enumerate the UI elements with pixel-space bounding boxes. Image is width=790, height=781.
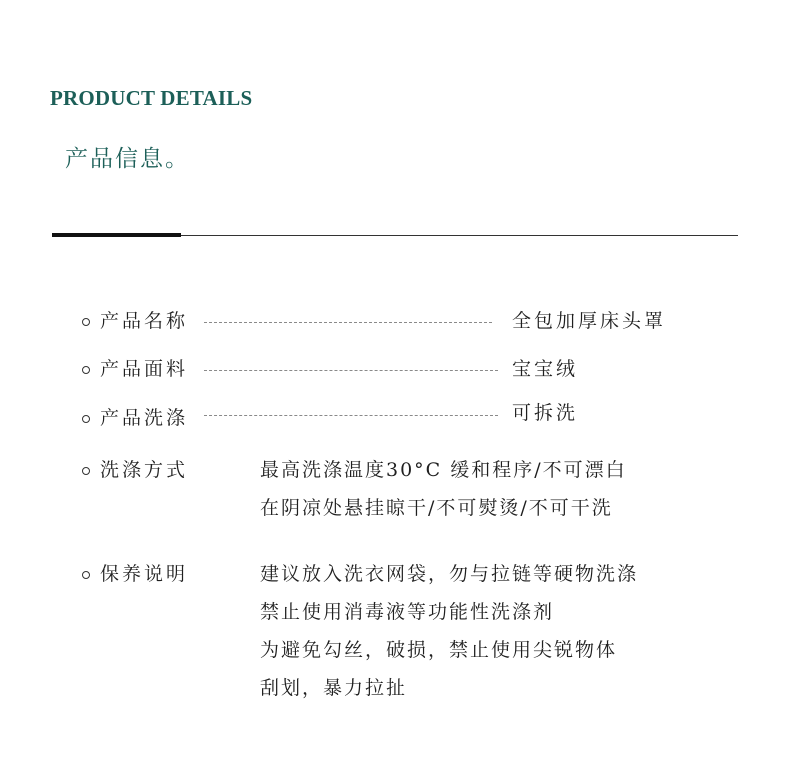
bullet-icon <box>82 366 90 374</box>
page-title-en: PRODUCT DETAILS <box>50 86 253 110</box>
care-line: 在阴凉处悬挂晾干/不可熨烫/不可干洗 <box>260 497 613 519</box>
spec-label: 产品洗涤 <box>100 407 189 429</box>
spec-value: 宝宝绒 <box>512 358 579 380</box>
bullet-icon <box>82 318 90 326</box>
page-title-zh: 产品信息。 <box>65 146 190 172</box>
care-row-maintenance <box>82 562 722 722</box>
care-label: 保养说明 <box>100 563 189 585</box>
care-lines <box>260 562 638 714</box>
divider-accent <box>52 233 181 237</box>
leader-line <box>204 415 498 416</box>
bullet-icon <box>82 571 90 579</box>
care-label: 洗涤方式 <box>100 459 189 481</box>
spec-label: 产品面料 <box>100 358 189 380</box>
care-line: 禁止使用消毒液等功能性洗涤剂 <box>260 601 555 623</box>
care-line: 建议放入洗衣网袋，勿与拉链等硬物洗涤 <box>260 563 639 585</box>
spec-value: 全包加厚床头罩 <box>512 310 667 332</box>
spec-row-name <box>82 309 722 335</box>
spec-row-washing <box>82 404 722 430</box>
leader-line <box>204 370 498 371</box>
care-line: 刮划，暴力拉扯 <box>260 677 408 699</box>
care-line: 为避免勾丝，破损，禁止使用尖锐物体 <box>260 639 618 661</box>
spec-value: 可拆洗 <box>512 402 579 424</box>
leader-line <box>204 322 492 323</box>
bullet-icon <box>82 415 90 423</box>
care-lines <box>260 458 627 534</box>
spec-row-fabric <box>82 357 722 383</box>
bullet-icon <box>82 467 90 475</box>
care-row-wash-method <box>82 458 722 538</box>
spec-label: 产品名称 <box>100 310 189 332</box>
care-line: 最高洗涤温度30°C 缓和程序/不可漂白 <box>260 459 627 481</box>
